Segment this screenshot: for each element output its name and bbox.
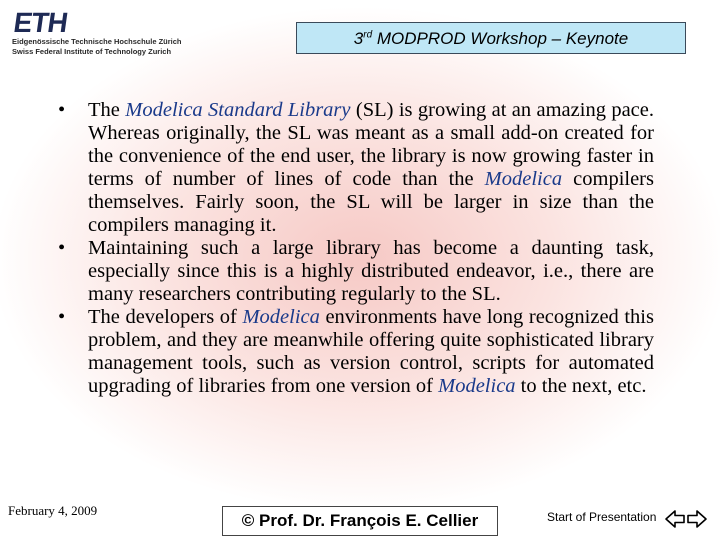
slide-title [296,22,686,54]
bullet-text: compilers themselves. Fairly soon, the SL will be larger in size than the compilers managing it. [88,168,654,236]
highlighted-term: Modelica [438,375,516,397]
eth-logo-line-english: Swiss Federal Institute of Technology Zurich [12,47,172,56]
bullet-list [58,99,654,398]
highlighted-term: Modelica Standard Library [125,99,351,121]
bullet-text: Maintaining such a large library has become a daunting task, especially since this is a highly distributed endeavor, i.e., there are many researchers contributing regularly to the SL. [88,237,654,305]
start-of-presentation-link[interactable]: Start of Presentation [547,510,657,524]
slide-navigation [664,508,712,530]
bullet-text: (SL) is growing at an amazing pace. Whereas originally, the SL was meant as a small add-on created for the convenience of the end user, the library is now growing faster in terms of number of lines of code than the [88,99,655,190]
bullet-item [58,306,654,398]
bullet-dot: • [58,237,66,259]
highlighted-term: Modelica [484,168,563,190]
bullet-text: environments have long recognized this problem, and they are meanwhile offering quite sophisticated library management tools, such as version control, scripts for automated upgrading of libraries from one version of [88,306,654,397]
bullet-item [58,99,654,237]
eth-logo-line-german: Eidgenössische Technische Hochschule Zürich [12,37,182,46]
highlighted-term: Modelica [242,306,320,328]
bullet-text: The developers of [88,306,243,328]
eth-logo [11,7,202,57]
title-rest: MODPROD Workshop – Keynote [372,29,629,48]
bullet-text: to the next, etc. [515,375,647,397]
author-credit: © Prof. Dr. François E. Cellier [222,506,498,536]
arrow-left-icon[interactable] [664,508,686,530]
bullet-text: The [88,99,126,121]
arrow-right-icon[interactable] [686,508,708,530]
eth-logo-mark: ETH [11,7,70,38]
bullet-dot: • [58,99,66,121]
bullet-dot: • [58,306,66,328]
title-prefix: 3 [353,29,364,48]
title-superscript: rd [363,29,373,41]
slide-date: February 4, 2009 [8,503,98,518]
bullet-item [58,237,654,306]
